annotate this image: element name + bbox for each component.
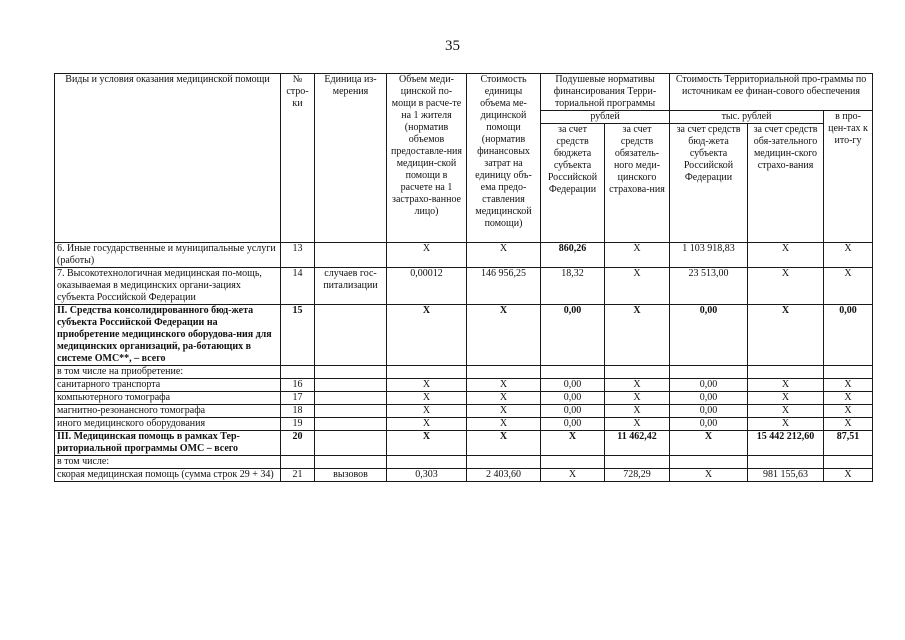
row-pc-oms: X <box>605 243 670 268</box>
row-number <box>281 456 315 469</box>
row-number: 20 <box>281 431 315 456</box>
row-cost <box>467 366 541 379</box>
row-volume <box>387 456 467 469</box>
row-name: 6. Иные государственные и муниципальные услуги (работы) <box>55 243 281 268</box>
header-unit-rub: рублей <box>541 111 670 124</box>
row-pc-budget: 0,00 <box>541 392 605 405</box>
row-name: II. Средства консолидированного бюд-жета субъекта Российской Федерации на приобретение медицинского оборудова-ния для медицинских организаций, ра-ботающих в системе ОМС**, – всего <box>55 305 281 366</box>
table-row <box>55 431 873 456</box>
row-cost: X <box>467 431 541 456</box>
header-unit-thous: тыс. рублей <box>670 111 824 124</box>
row-volume: X <box>387 392 467 405</box>
row-unit <box>315 405 387 418</box>
row-number: 19 <box>281 418 315 431</box>
row-pc-budget: 0,00 <box>541 379 605 392</box>
row-percent: 0,00 <box>824 305 873 366</box>
row-percent: X <box>824 469 873 482</box>
row-pc-oms: X <box>605 305 670 366</box>
header-tp-oms: за счет средств обя-зательного медицин-ского страхо-вания <box>748 124 824 243</box>
row-unit <box>315 392 387 405</box>
row-cost: X <box>467 392 541 405</box>
row-number: 18 <box>281 405 315 418</box>
row-volume: X <box>387 405 467 418</box>
header-tp-budget: за счет средств бюд-жета субъекта Российской Федерации <box>670 124 748 243</box>
table-row <box>55 469 873 482</box>
row-percent: 87,51 <box>824 431 873 456</box>
financing-table <box>54 73 873 482</box>
row-pc-budget <box>541 366 605 379</box>
table-row <box>55 418 873 431</box>
row-tp-oms: X <box>748 243 824 268</box>
row-volume: X <box>387 305 467 366</box>
header-program-cost: Стоимость Территориальной про-граммы по источникам ее финан-сового обеспечения <box>670 74 873 111</box>
row-tp-oms: X <box>748 392 824 405</box>
row-unit <box>315 431 387 456</box>
row-tp-oms: X <box>748 305 824 366</box>
row-percent <box>824 366 873 379</box>
row-tp-budget <box>670 456 748 469</box>
row-pc-oms: X <box>605 379 670 392</box>
row-unit <box>315 243 387 268</box>
row-tp-oms <box>748 366 824 379</box>
row-pc-oms: X <box>605 418 670 431</box>
row-cost: X <box>467 418 541 431</box>
row-volume: 0,00012 <box>387 268 467 305</box>
row-tp-budget: 0,00 <box>670 379 748 392</box>
header-unit-cost: Стоимость единицы объема ме-дицинской помощи (норматив финансовых затрат на единицу объ-ема предо-ставления медицинской помощи) <box>467 74 541 243</box>
table-row <box>55 392 873 405</box>
row-pc-oms <box>605 456 670 469</box>
row-pc-oms: X <box>605 405 670 418</box>
row-number <box>281 366 315 379</box>
row-percent: X <box>824 243 873 268</box>
row-number: 14 <box>281 268 315 305</box>
row-volume: X <box>387 431 467 456</box>
row-unit <box>315 366 387 379</box>
row-percent <box>824 456 873 469</box>
row-percent: X <box>824 268 873 305</box>
row-name: иного медицинского оборудования <box>55 418 281 431</box>
row-pc-oms: 11 462,42 <box>605 431 670 456</box>
row-percent: X <box>824 379 873 392</box>
row-tp-oms: X <box>748 418 824 431</box>
row-cost: X <box>467 243 541 268</box>
row-percent: X <box>824 405 873 418</box>
row-name: III. Медицинская помощь в рамках Тер-риториальной программы ОМС – всего <box>55 431 281 456</box>
row-tp-oms: X <box>748 268 824 305</box>
table-row <box>55 305 873 366</box>
row-cost: X <box>467 405 541 418</box>
table-row <box>55 366 873 379</box>
row-pc-budget: X <box>541 469 605 482</box>
row-volume <box>387 366 467 379</box>
page-number: 35 <box>445 38 460 54</box>
row-pc-oms: 728,29 <box>605 469 670 482</box>
row-tp-budget: 0,00 <box>670 405 748 418</box>
row-pc-budget: 0,00 <box>541 305 605 366</box>
header-unit: Единица из-мерения <box>315 74 387 243</box>
row-tp-budget: X <box>670 469 748 482</box>
row-tp-budget: X <box>670 431 748 456</box>
row-pc-budget: 18,32 <box>541 268 605 305</box>
row-name: санитарного транспорта <box>55 379 281 392</box>
row-tp-budget: 1 103 918,83 <box>670 243 748 268</box>
row-name: в том числе на приобретение: <box>55 366 281 379</box>
row-unit <box>315 456 387 469</box>
row-number: 15 <box>281 305 315 366</box>
header-pc-budget: за счет средств бюджета субъекта Российской Федерации <box>541 124 605 243</box>
row-unit: случаев гос-питализации <box>315 268 387 305</box>
row-pc-budget: 0,00 <box>541 405 605 418</box>
row-tp-budget: 0,00 <box>670 305 748 366</box>
row-name: магнитно-резонансного томографа <box>55 405 281 418</box>
row-cost <box>467 456 541 469</box>
row-volume: X <box>387 243 467 268</box>
table-row <box>55 456 873 469</box>
row-pc-budget: 860,26 <box>541 243 605 268</box>
row-pc-budget: 0,00 <box>541 418 605 431</box>
row-pc-budget <box>541 456 605 469</box>
row-volume: X <box>387 418 467 431</box>
row-tp-oms <box>748 456 824 469</box>
table-row <box>55 243 873 268</box>
row-percent: X <box>824 418 873 431</box>
row-name: скорая медицинская помощь (сумма строк 29 + 34) <box>55 469 281 482</box>
row-unit <box>315 418 387 431</box>
row-pc-oms: X <box>605 268 670 305</box>
row-pc-oms: X <box>605 392 670 405</box>
row-pc-budget: X <box>541 431 605 456</box>
row-pc-oms <box>605 366 670 379</box>
table-row <box>55 405 873 418</box>
header-row-number: № стро-ки <box>281 74 315 243</box>
row-unit <box>315 305 387 366</box>
row-tp-oms: 981 155,63 <box>748 469 824 482</box>
row-name: компьютерного томографа <box>55 392 281 405</box>
row-tp-oms: 15 442 212,60 <box>748 431 824 456</box>
row-number: 17 <box>281 392 315 405</box>
row-tp-budget: 23 513,00 <box>670 268 748 305</box>
row-tp-budget <box>670 366 748 379</box>
row-name: 7. Высокотехнологичная медицинская по-мощь, оказываемая в медицинских органи-зациях субъекта Российской Федерации <box>55 268 281 305</box>
row-tp-budget: 0,00 <box>670 392 748 405</box>
row-volume: 0,303 <box>387 469 467 482</box>
row-unit: вызовов <box>315 469 387 482</box>
row-cost: 2 403,60 <box>467 469 541 482</box>
row-unit <box>315 379 387 392</box>
table-row <box>55 379 873 392</box>
header-volume: Объем меди-цинской по-мощи в расче-те на 1 жителя (норматив объемов предоставле-ния медицин-ской помощи в расчете на 1 застрахо-ванное лицо) <box>387 74 467 243</box>
header-row-1 <box>55 74 873 111</box>
row-cost: X <box>467 305 541 366</box>
row-volume: X <box>387 379 467 392</box>
row-cost: 146 956,25 <box>467 268 541 305</box>
row-percent: X <box>824 392 873 405</box>
row-number: 13 <box>281 243 315 268</box>
header-pc-oms: за счет средств обязатель-ного меди-цинского страхова-ния <box>605 124 670 243</box>
table-row <box>55 268 873 305</box>
row-name: в том числе: <box>55 456 281 469</box>
row-number: 16 <box>281 379 315 392</box>
header-percent: в про-цен-тах к ито-гу <box>824 111 873 243</box>
header-per-capita: Подушевые нормативы финансирования Терри-ториальной программы <box>541 74 670 111</box>
header-kinds: Виды и условия оказания медицинской помощи <box>55 74 281 243</box>
row-cost: X <box>467 379 541 392</box>
row-tp-oms: X <box>748 405 824 418</box>
row-tp-budget: 0,00 <box>670 418 748 431</box>
row-tp-oms: X <box>748 379 824 392</box>
row-number: 21 <box>281 469 315 482</box>
